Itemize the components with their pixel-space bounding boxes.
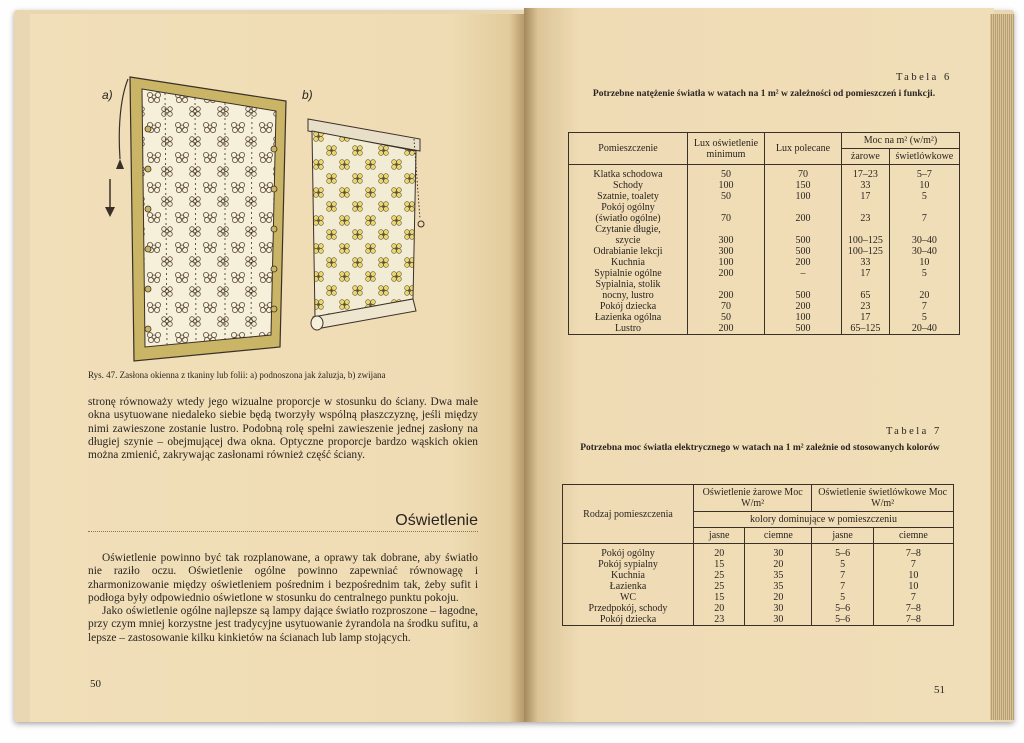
t6-header-incandescent: żarowe [842, 149, 890, 165]
table6-label: Tabela 6 [896, 72, 952, 83]
t7-flu-light: 5–6 5 7 7 5 5–6 5–6 [812, 544, 874, 626]
paragraph-2: Oświetlenie powinno być tak rozplanowane, a oprawy tak dobrane, aby światło nie raziło oczu. Oświetlenie ogólne powinno zapewniać równowagę i zharmonizowanie między oświetleniem pośrednim i bezpośrednim tak, żeby sufit i podłoga były odpowiednio oświetlone w stosunku do centralnego punktu pokoju. [88, 552, 478, 604]
t6-lux-rec: 70 150 100 200 500 500 200 – 500 200 100 500 [765, 165, 842, 335]
t7-header-dark-2: ciemne [873, 528, 953, 544]
section-title: Oświetlenie [395, 512, 478, 529]
right-page [524, 8, 994, 722]
t6-fluorescent: 5–7 10 5 7 30–40 30–40 10 5 20 7 5 20–40 [889, 165, 959, 335]
t7-header-dominant: kolory dominujące w pomieszczeniu [694, 512, 954, 528]
table6 [568, 132, 960, 335]
table6-title: Potrzebne natężenie światła w watach na 1 m² w zależności od pomieszczeń i funkcji. [592, 89, 936, 99]
page-number-left: 50 [90, 678, 101, 690]
t6-incandescent: 17–23 33 17 23 100–125 100–125 33 17 65 23 17 65–125 [842, 165, 890, 335]
paragraph-1-text: stronę równoważy wtedy jego wizualne proporcje w stosunku do ściany. Dwa małe okna usytuowane niedaleko siebie będą tworzyły wspólną płaszczyznę, jeśli między nimi zawieszone zostanie lustro. Podobną rolę spełni zawieszenie jednej zasłony na długiej szynie – obejmującej dwa okna. Optyczne proporcje bardzo wąskich okien można zmienić, zakrywając zasłonami również część ściany. [88, 396, 478, 462]
t7-header-dark-1: ciemne [745, 528, 812, 544]
t6-header-power: Moc na m² (w/m²) [842, 133, 960, 149]
t6-header-fluorescent: świetlówkowe [889, 149, 959, 165]
t6-rooms: Klatka schodowa Schody Szatnie, toalety Pokój ogólny (światło ogólne) Czytanie długie, szycie Odrabianie lekcji Kuchnia Sypialnie ogólne Sypialnia, stolik nocny, lustro Pokój dziecka Łazienka ogólna Lustro [569, 165, 688, 335]
section-rule [88, 531, 478, 532]
t7-rooms: Pokój ogólny Pokój sypialny Kuchnia Łazienka WC Przedpokój, schody Pokój dziecka [563, 544, 694, 626]
t7-header-light-1: jasne [694, 528, 745, 544]
left-page [30, 14, 524, 722]
figure-label-b: b) [302, 88, 313, 102]
table7-label: Tabela 7 [886, 426, 942, 437]
paragraph-1 [88, 396, 478, 462]
table7 [562, 484, 954, 626]
table7-title: Potrzebna moc światła elektrycznego w watach na 1 m² zależnie od stosowanych kolorów [580, 443, 940, 453]
paragraph-3: Jako oświetlenie ogólne najlepsze są lampy dające światło rozproszone – łagodne, przy czym mniej korzystne jest tradycyjne usytuowanie żyrandola na środku sufitu, a lepsze – zastosowanie kilku kinkietów na ścianach lub lamp stojących. [88, 605, 478, 644]
figure-label-a: a) [102, 88, 113, 102]
figure-caption: Rys. 47. Zasłona okienna z tkaniny lub folii: a) podnoszona jak żaluzja, b) zwijana [88, 370, 386, 380]
t7-header-fluorescent: Oświetlenie świetlówkowe Moc W/m² [812, 485, 954, 512]
t6-header-lux-min: Lux oświetlenie minimum [688, 133, 765, 165]
t6-header-lux-rec: Lux polecane [765, 133, 842, 165]
t7-inc-light: 20 15 25 25 15 20 23 [694, 544, 745, 626]
t6-lux-min: 50 100 50 70 300 300 100 200 200 70 50 200 [688, 165, 765, 335]
t7-header-room: Rodzaj pomieszczenia [563, 485, 694, 544]
page-number-right: 51 [934, 684, 945, 696]
window-blind-illustration [90, 59, 450, 379]
t6-header-room: Pomieszczenie [569, 133, 688, 165]
t7-inc-dark: 30 20 35 35 20 30 30 [745, 544, 812, 626]
t7-header-light-2: jasne [812, 528, 874, 544]
t7-header-incandescent: Oświetlenie żarowe Moc W/m² [694, 485, 812, 512]
page-edges [990, 14, 1014, 720]
section-body [88, 552, 478, 645]
t7-flu-dark: 7–8 7 10 10 7 7–8 7–8 [873, 544, 953, 626]
